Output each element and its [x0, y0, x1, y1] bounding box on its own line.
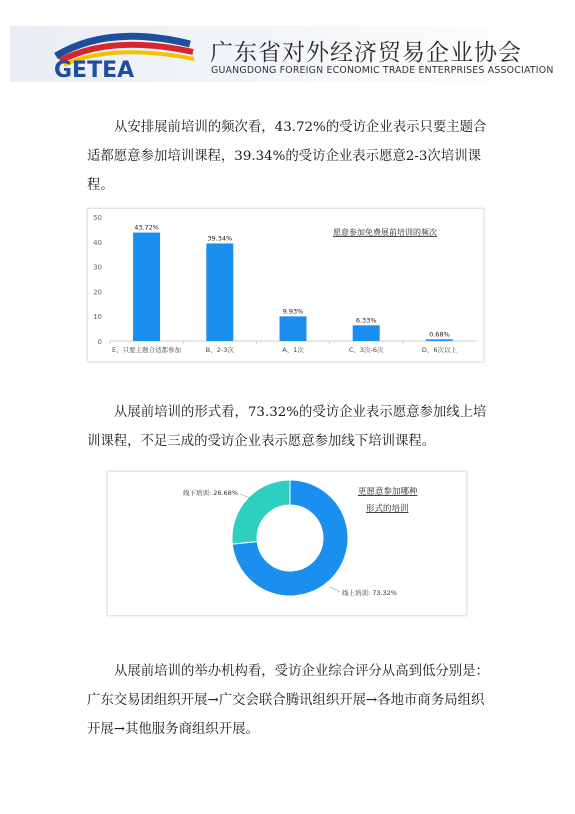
- y-tick-label: 50: [93, 214, 102, 222]
- org-name-en: GUANGDONG FOREIGN ECONOMIC TRADE ENTERPRISES ASSOCIATION: [211, 65, 554, 76]
- data-label: 39.34%: [207, 234, 233, 243]
- donut-chart: [108, 472, 466, 615]
- slice-label-offline: 线下培训: 26.68%: [182, 489, 238, 497]
- getea-logo: [48, 30, 208, 80]
- bar-chart: [88, 209, 483, 361]
- data-label: 6.33%: [355, 316, 377, 325]
- data-label: 43.72%: [134, 223, 159, 232]
- slice-label-online: 线上培训: 73.32%: [342, 589, 398, 597]
- y-tick-label: 20: [93, 288, 102, 297]
- paragraph-format: [87, 398, 492, 456]
- bar: [426, 339, 453, 341]
- bar: [206, 243, 233, 341]
- bar: [353, 325, 380, 341]
- category-label: A、1次: [282, 346, 304, 354]
- donut-chart-card: [107, 471, 467, 616]
- letterhead: [10, 26, 565, 82]
- chart-title-line: 更愿意参加哪种: [358, 487, 418, 497]
- logo-text: GETEA: [54, 58, 135, 80]
- category-label: B、2-3次: [205, 346, 234, 354]
- paragraph-text: 从展前培训的举办机构看，受访企业综合评分从高到低分别是：广东交易团组织开展→广交会联合腾讯组织开展→各地市商务局组织开展→其他服务商组织开展。: [87, 664, 489, 737]
- bar: [133, 233, 160, 341]
- leader-line: [330, 587, 340, 592]
- category-label: E、只要主题合适都参加: [112, 346, 182, 354]
- donut-slice-offline: [232, 480, 290, 544]
- y-tick-label: 0: [97, 338, 102, 346]
- data-label: 0.68%: [429, 330, 450, 339]
- paragraph-text: 从安排展前培训的频次看，43.72%的受访企业表示只要主题合适都愿意参加培训课程，39.34%的受访企业表示愿意2-3次培训课程。: [87, 120, 487, 193]
- leader-line: [240, 494, 250, 498]
- category-label: D、6次以上: [421, 346, 457, 354]
- paragraph-text: 从展前培训的形式看，73.32%的受访企业表示愿意参加线上培训课程，不足三成的受访企业表示愿意参加线下培训课程。: [87, 405, 487, 449]
- chart-title-line: 形式的培训: [366, 504, 409, 514]
- y-tick-label: 40: [93, 238, 102, 247]
- y-tick-label: 10: [93, 313, 102, 322]
- bar-chart-card: [87, 208, 484, 362]
- bar: [280, 316, 307, 341]
- paragraph-organizer: [87, 657, 492, 744]
- paragraph-frequency: [87, 113, 492, 200]
- chart-title: 愿意参加免费展前培训的频次: [333, 228, 437, 237]
- org-name-cn: 广东省对外经济贸易企业协会: [210, 40, 522, 66]
- y-tick-label: 30: [93, 263, 102, 272]
- category-label: C、3次-6次: [348, 346, 384, 354]
- data-label: 9.93%: [282, 307, 304, 316]
